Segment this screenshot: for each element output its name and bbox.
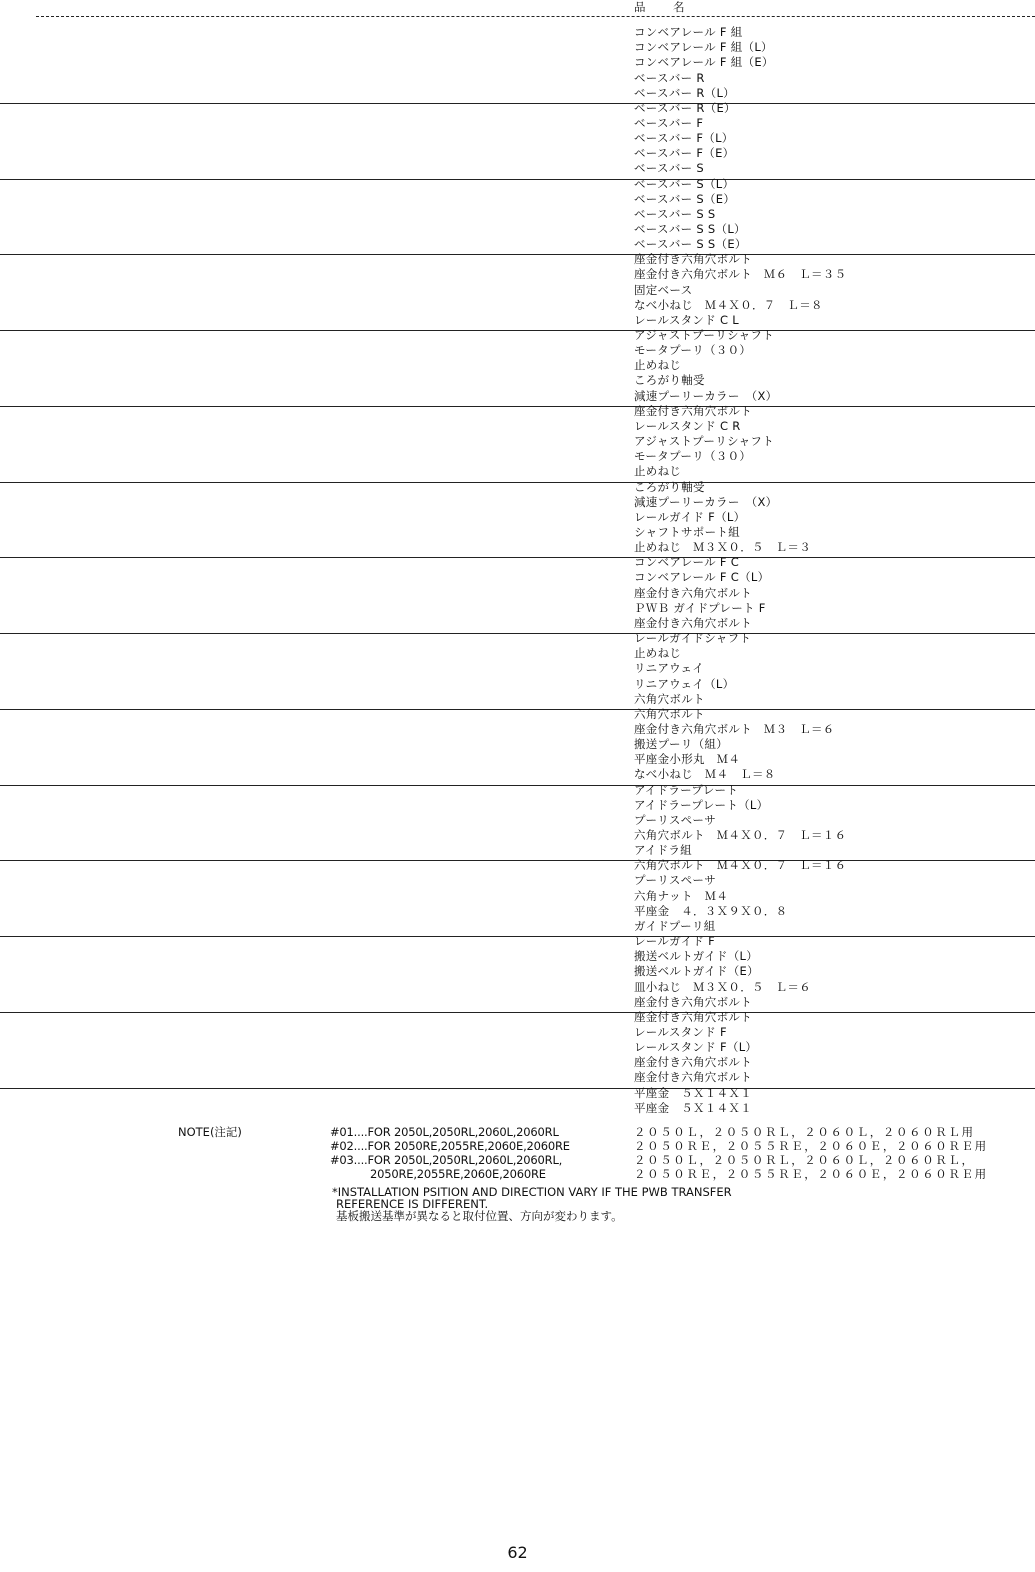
- part-name-item: ベースバー S S: [634, 206, 716, 221]
- part-name-item: 搬送ベルトガイド（L）: [634, 949, 759, 964]
- group-divider-line: [0, 633, 1035, 634]
- group-divider-line: [0, 406, 1035, 407]
- part-name-item: レールガイドシャフト: [634, 631, 752, 645]
- part-name-item: 六角穴ボルト: [634, 706, 705, 721]
- part-name-item: ベースバー R: [634, 70, 705, 85]
- note-text-03: ２０５０Ｌ，２０５０ＲＬ，２０６０Ｌ，２０６０ＲＬ，: [634, 1153, 975, 1167]
- group-divider-line: [0, 557, 1035, 558]
- part-name-item: 搬送プーリ（組）: [634, 737, 729, 752]
- part-name-item: リニアウェイ（L）: [634, 676, 735, 691]
- part-name-item: 平座金 ４．３Ｘ９Ｘ０．８: [634, 903, 788, 918]
- installation-note-en-2: REFERENCE IS DIFFERENT.: [336, 1197, 489, 1211]
- part-name-item: ベースバー S（L）: [634, 176, 735, 191]
- note-code-02: #02....FOR 2050RE,2055RE,2060E,2060RE: [330, 1139, 570, 1153]
- note-text-01: ２０５０Ｌ，２０５０ＲＬ，２０６０Ｌ，２０６０ＲＬ用: [634, 1125, 975, 1139]
- part-name-item: ガイドプーリ組: [634, 918, 716, 933]
- part-name-item: ベースバー S: [634, 161, 704, 176]
- part-name-item: 座金付き六角穴ボルト: [634, 252, 752, 267]
- part-name-item: 止めねじ: [634, 358, 682, 373]
- part-name-item: アジャストプーリシャフト: [634, 328, 774, 342]
- note-label: NOTE(注記): [178, 1125, 242, 1139]
- part-name-item: 座金付き六角穴ボルト: [634, 1009, 752, 1024]
- group-divider-line: [0, 785, 1035, 786]
- part-name-item: 座金付き六角穴ボルト Ｍ６ Ｌ＝３５: [634, 267, 847, 282]
- page-number: 62: [507, 1543, 528, 1562]
- part-name-item: なべ小ねじ Ｍ４ Ｌ＝８: [634, 767, 776, 782]
- part-name-item: 六角穴ボルト Ｍ４Ｘ０．７ Ｌ＝１６: [634, 828, 847, 842]
- part-name-item: ころがり軸受: [634, 373, 705, 388]
- part-name-item: レールスタンド C L: [634, 312, 739, 327]
- part-name-item: ＰＷＢ ガイドプレート F: [634, 600, 766, 615]
- part-name-item: 座金付き六角穴ボルト: [634, 1055, 752, 1070]
- note-code-01: #01....FOR 2050L,2050RL,2060L,2060RL: [330, 1125, 559, 1139]
- part-name-item: コンベアレール F 組（L）: [634, 40, 773, 55]
- part-name-item: リニアウェイ: [634, 661, 705, 676]
- group-divider-line: [0, 860, 1035, 861]
- part-name-item: アイドラープレート: [634, 782, 739, 797]
- part-name-item: 座金付き六角穴ボルト: [634, 1070, 752, 1085]
- part-name-item: 座金付き六角穴ボルト: [634, 585, 752, 600]
- note-text-03-continued: ２０５０ＲＥ，２０５５ＲＥ，２０６０Ｅ，２０６０ＲＥ用: [634, 1167, 988, 1181]
- part-name-item: 六角ナット Ｍ４: [634, 888, 729, 903]
- part-name-item: ベースバー S（E）: [634, 191, 736, 206]
- part-name-item: ころがり軸受: [634, 479, 705, 494]
- column-header-part-name: 品 名: [634, 0, 693, 14]
- part-name-item: 平座金 ５Ｘ１４Ｘ１: [634, 1085, 752, 1100]
- note-code-03-continued: 2050RE,2055RE,2060E,2060RE: [370, 1167, 546, 1181]
- header-dashed-rule: [36, 16, 1035, 17]
- part-name-item: 平座金小形丸 Ｍ４: [634, 752, 741, 767]
- part-name-item: プーリスペーサ: [634, 812, 717, 827]
- part-name-item: 六角穴ボルト: [634, 691, 705, 706]
- part-name-item: 止めねじ Ｍ３Ｘ０．５ Ｌ＝３: [634, 540, 811, 555]
- part-name-item: 座金付き六角穴ボルト: [634, 994, 752, 1009]
- group-divider-line: [0, 103, 1035, 104]
- group-divider-line: [0, 1012, 1035, 1013]
- part-name-item: シャフトサポート組: [634, 525, 740, 539]
- part-name-item: 六角穴ボルト Ｍ４Ｘ０．７ Ｌ＝１６: [634, 858, 847, 873]
- part-name-item: ベースバー F（L）: [634, 131, 734, 146]
- part-name-item: 止めねじ: [634, 464, 682, 479]
- group-divider-line: [0, 179, 1035, 180]
- part-name-item: アジャストプーリシャフト: [634, 434, 774, 449]
- part-name-item: コンベアレール F C: [634, 555, 740, 570]
- part-name-item: レールスタンド C R: [634, 418, 741, 433]
- part-name-item: 平座金 ５Ｘ１４Ｘ１: [634, 1100, 752, 1115]
- part-name-item: 減速プーリーカラー （X）: [634, 494, 778, 509]
- part-name-item: アイドラープレート（L）: [634, 797, 769, 812]
- group-divider-line: [0, 482, 1035, 483]
- group-divider-line: [0, 254, 1035, 255]
- part-name-item: レールガイド F: [634, 934, 716, 948]
- part-name-item: ベースバー S S（E）: [634, 237, 747, 252]
- part-name-item: プーリスペーサ: [634, 873, 717, 888]
- note-code-03: #03....FOR 2050L,2050RL,2060L,2060RL,: [330, 1153, 563, 1167]
- part-name-item: ベースバー R（E）: [634, 100, 736, 115]
- part-name-item: レールスタンド F: [634, 1024, 727, 1039]
- part-name-item: 座金付き六角穴ボルト: [634, 615, 752, 630]
- part-name-item: コンベアレール F C（L）: [634, 570, 770, 585]
- part-name-item: 搬送ベルトガイド（E）: [634, 964, 759, 979]
- group-divider-line: [0, 330, 1035, 331]
- part-name-item: ベースバー F: [634, 115, 704, 130]
- part-name-item: モータプーリ（３０）: [634, 343, 752, 358]
- part-name-item: 皿小ねじ Ｍ３Ｘ０．５ Ｌ＝６: [634, 979, 811, 994]
- part-name-item: コンベアレール F 組（E）: [634, 55, 774, 70]
- part-name-item: 固定ベース: [634, 282, 693, 297]
- installation-note-ja: 基板搬送基準が異なると取付位置、方向が変わります。: [336, 1209, 623, 1223]
- part-name-item: レールガイド F（L）: [634, 509, 746, 524]
- part-name-item: 減速プーリーカラー （X）: [634, 388, 778, 403]
- installation-note-en-1: *INSTALLATION PSITION AND DIRECTION VARY IF THE PWB TRANSFER: [332, 1185, 732, 1199]
- part-name-item: なべ小ねじ Ｍ４Ｘ０．７ Ｌ＝８: [634, 297, 823, 312]
- part-name-item: アイドラ組: [634, 843, 692, 858]
- group-divider-line: [0, 1088, 1035, 1089]
- part-name-item: モータプーリ（３０）: [634, 449, 752, 464]
- part-name-item: ベースバー R（L）: [634, 85, 735, 100]
- group-divider-line: [0, 709, 1035, 710]
- part-name-item: コンベアレール F 組: [634, 25, 743, 39]
- group-divider-line: [0, 936, 1035, 937]
- part-name-item: 止めねじ: [634, 646, 682, 661]
- part-name-item: ベースバー S S（L）: [634, 222, 746, 236]
- part-name-item: ベースバー F（E）: [634, 146, 735, 161]
- note-text-02: ２０５０ＲＥ，２０５５ＲＥ，２０６０Ｅ，２０６０ＲＥ用: [634, 1139, 988, 1153]
- part-name-item: レールスタンド F（L）: [634, 1040, 758, 1055]
- part-name-item: 座金付き六角穴ボルト: [634, 403, 752, 418]
- part-name-item: 座金付き六角穴ボルト Ｍ３ Ｌ＝６: [634, 721, 835, 736]
